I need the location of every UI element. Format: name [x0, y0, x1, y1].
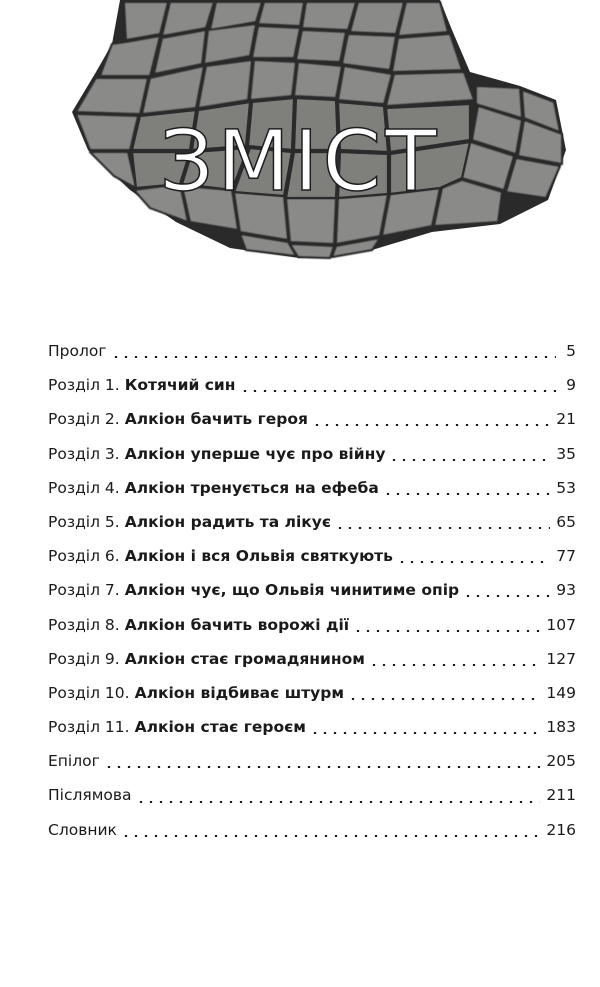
page-number: 9: [566, 376, 576, 395]
stone-mosaic-illustration: [0, 0, 600, 270]
chapter-number: Розділ 8.: [48, 615, 120, 634]
toc-entry[interactable]: [48, 471, 576, 505]
toc-entry[interactable]: [48, 505, 576, 539]
dot-leader: [121, 835, 540, 837]
chapter-title: Алкіон стає героєм: [134, 718, 306, 737]
toc-entry[interactable]: [48, 710, 576, 744]
dot-leader: [240, 390, 557, 392]
chapter-number: Розділ 2.: [48, 410, 120, 429]
chapter-title: Алкіон відбиває штурм: [134, 683, 345, 702]
dot-leader: [136, 801, 541, 803]
toc-entry[interactable]: [48, 778, 576, 812]
page-number: 65: [556, 512, 576, 531]
chapter-title: Словник: [48, 820, 117, 839]
page-title: ЗМІСТ: [159, 112, 441, 210]
toc-entry[interactable]: [48, 608, 576, 642]
chapter-title: Алкіон уперше чує про війну: [124, 444, 386, 463]
dot-leader: [463, 595, 550, 597]
page-number: 93: [556, 581, 576, 600]
chapter-title: Алкіон радить та лікує: [124, 512, 332, 531]
chapter-title: Алкіон бачить героя: [124, 410, 308, 429]
dot-leader: [312, 424, 550, 426]
chapter-title: Алкіон стає громадянином: [124, 649, 365, 668]
toc-entry[interactable]: [48, 813, 576, 847]
dot-leader: [383, 493, 550, 495]
page-number: 211: [546, 786, 576, 805]
page-number: 53: [556, 478, 576, 497]
page-number: 77: [556, 547, 576, 566]
page-number: 21: [556, 410, 576, 429]
dot-leader: [335, 527, 550, 529]
chapter-number: Розділ 4.: [48, 478, 120, 497]
toc-entry[interactable]: [48, 368, 576, 402]
dot-leader: [111, 356, 556, 358]
toc-entry[interactable]: [48, 334, 576, 368]
chapter-number: Розділ 3.: [48, 444, 120, 463]
page-number: 216: [546, 820, 576, 839]
dot-leader: [369, 664, 540, 666]
toc-entry[interactable]: [48, 744, 576, 778]
toc-entry[interactable]: [48, 402, 576, 436]
chapter-title: Котячий син: [124, 376, 236, 395]
dot-leader: [348, 698, 540, 700]
chapter-number: Розділ 7.: [48, 581, 120, 600]
chapter-title: Пролог: [48, 342, 107, 360]
page-number: 205: [546, 752, 576, 771]
dot-leader: [397, 561, 550, 563]
toc-entry[interactable]: [48, 642, 576, 676]
dot-leader: [353, 630, 540, 632]
dot-leader: [104, 766, 541, 768]
chapter-header: [0, 0, 600, 270]
chapter-title: Алкіон тренується на ефеба: [124, 478, 379, 497]
chapter-number: Розділ 9.: [48, 649, 120, 668]
toc-entry[interactable]: [48, 539, 576, 573]
chapter-number: Розділ 11.: [48, 718, 130, 737]
toc-entry[interactable]: [48, 437, 576, 471]
chapter-number: Розділ 10.: [48, 683, 130, 702]
table-of-contents: [48, 334, 576, 847]
page-number: 127: [546, 649, 576, 668]
page-number: 107: [546, 615, 576, 634]
toc-entry[interactable]: [48, 573, 576, 607]
chapter-title: Алкіон чує, що Ольвія чинитиме опір: [124, 581, 460, 600]
page-number: 183: [546, 718, 576, 737]
page-number: 149: [546, 683, 576, 702]
page-number: 5: [566, 342, 576, 360]
chapter-title: Епілог: [48, 752, 100, 771]
chapter-title: Післямова: [48, 786, 132, 805]
chapter-number: Розділ 6.: [48, 547, 120, 566]
dot-leader: [389, 459, 550, 461]
chapter-title: Алкіон і вся Ольвія святкують: [124, 547, 393, 566]
dot-leader: [310, 732, 540, 734]
toc-entry[interactable]: [48, 676, 576, 710]
chapter-number: Розділ 5.: [48, 512, 120, 531]
page-number: 35: [556, 444, 576, 463]
chapter-number: Розділ 1.: [48, 376, 120, 395]
chapter-title: Алкіон бачить ворожі дії: [124, 615, 350, 634]
